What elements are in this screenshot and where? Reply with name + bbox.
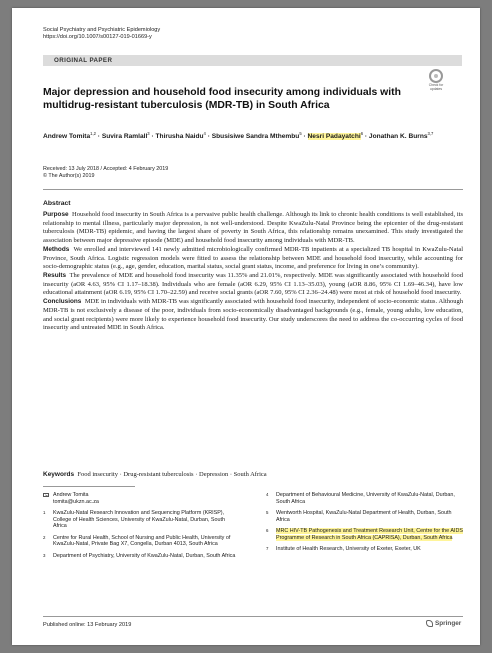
check-for-updates-label: Check for updates bbox=[428, 83, 444, 91]
corresponding-author bbox=[43, 492, 238, 505]
affiliation-item: 2 Centre for Rural Health, School of Nursing and Public Health, University of KwaZulu-Natal, Private Bag X7, Congella, Durban 4013, South Africa bbox=[43, 534, 231, 548]
affiliation-item-highlighted: 6 MRC HIV-TB Pathogenesis and Treatment Research Unit, Centre for the AIDS Programme of Research in South Africa (CAPRISA), Durban, South Africa bbox=[266, 528, 463, 541]
author[interactable]: Thirusha Naidu$^4$ bbox=[155, 130, 206, 140]
author-separator: · bbox=[205, 133, 212, 140]
publisher-logo bbox=[426, 620, 461, 627]
author[interactable]: Jonathan K. Burns$^{3,7}$ bbox=[368, 130, 434, 140]
author-separator: · bbox=[149, 133, 156, 140]
check-for-updates-badge[interactable] bbox=[425, 69, 447, 92]
check-for-updates-icon bbox=[429, 69, 443, 83]
abstract-methods: Methods We enrolled and interviewed 141 newly admitted microbiologically confirmed MDR-TB inpatients at a specialized TB hospital in KwaZulu-Natal Province, South Africa. Logistic regression models were fitted to assess the relationship between MDE and household food insecurity, while accounting for socio-demographic status (e.g., age, gender, education, marital status, social grant status, income, and preference for living in one’s community). bbox=[43, 245, 464, 271]
affiliation-item: 7 Institute of Health Research, University of Exeter, Exeter, UK bbox=[266, 546, 421, 552]
affiliation-item: 3 Department of Psychiatry, University of KwaZulu-Natal, Durban, South Africa bbox=[43, 552, 236, 559]
affiliations-left bbox=[43, 492, 238, 564]
keywords bbox=[43, 471, 463, 480]
corresponding-author-email[interactable]: tomita@ukzn.ac.za bbox=[53, 498, 99, 505]
author-separator: · bbox=[95, 133, 102, 140]
paper-page bbox=[12, 8, 480, 645]
affiliation-item: 4 Department of Behavioural Medicine, University of KwaZulu-Natal, Durban, South Africa bbox=[266, 492, 455, 505]
section-label: ORIGINAL PAPER bbox=[43, 55, 462, 66]
abstract-conclusions: Conclusions MDE in individuals with MDR-TB was significantly associated with household food insecurity, independent of socio-economic status. Although MDR-TB is not exclusively a disease of the poor, individuals from socio-economically disadvantaged backgrounds (e.g., female, young adults, low education, and social grant recipients) were more likely to experience household food insecurity. Our study underscores the need to address the co-occurring cycles of food insecurity and untreated MDE in South Africa. bbox=[43, 298, 464, 332]
copyright-notice: © The Author(s) 2019 bbox=[43, 173, 95, 180]
mail-icon bbox=[43, 493, 49, 497]
keywords-list: Food insecurity · Drug-resistant tuberculosis · Depression · South Africa bbox=[77, 471, 267, 478]
doi-link[interactable]: https://doi.org/10.1007/s00127-019-01669-y bbox=[43, 34, 152, 41]
abstract-results: Results The prevalence of MDE and household food insecurity was 11.35% and 21.01%, respectively. MDE was significantly associated with household food insecurity (aOR 4.63, 95% CI 1.17–18.38). Individuals who are female (aOR 6.29, 95% CI 1.13–35.03), young (aOR 8.86, 95% CI 1.69–46.34), have low educational attainment (aOR 6.19, 95% CI 1.70–22.59) and receive social grants (aOR 7.60, 95% CI 2.36–24.48) were most at risk of household food insecurity. bbox=[43, 272, 463, 297]
affiliations-right bbox=[266, 492, 466, 557]
publisher-name: Springer bbox=[435, 620, 462, 628]
article-dates bbox=[43, 166, 168, 180]
author-list bbox=[43, 132, 453, 142]
journal-name: Social Psychiatry and Psychiatric Epidemiology bbox=[43, 27, 161, 33]
abstract-body bbox=[43, 211, 463, 333]
author[interactable]: Andrew Tomita$^{1,2}$ bbox=[43, 130, 96, 140]
corresponding-author-name: Andrew Tomita bbox=[53, 492, 89, 498]
published-date: Published online: 13 February 2019 bbox=[43, 622, 132, 628]
footer-divider bbox=[43, 616, 463, 617]
footnote-divider bbox=[43, 486, 135, 487]
author-separator: · bbox=[363, 133, 369, 140]
article-title: Major depression and household food insecurity among individuals with multidrug-resistant tuberculosis (MDR-TB) in South Africa bbox=[43, 87, 401, 111]
author-separator: · bbox=[301, 133, 308, 140]
author[interactable]: Suvira Ramlall$^3$ bbox=[101, 130, 150, 140]
affiliation-item: 1 KwaZulu-Natal Research Innovation and Sequencing Platform (KRISP), College of Health Sciences, University of KwaZulu-Natal, Durban, South Africa bbox=[43, 510, 225, 530]
author[interactable]: Sbusisiwe Sandra Mthembu$^5$ bbox=[211, 130, 302, 140]
abstract-purpose: Purpose Household food insecurity in South Africa is a pervasive public health challenge. Although its link to chronic health conditions is well established, its relationship to mental illness, particularly major depression, is not well-understood. Despite KwaZulu-Natal Province being the epicenter of the drug-resistant tuberculosis (MDR-TB) epidemic, and having the largest share of poverty in South Africa, this relationship remains unexamined. This study investigated the association between major depressive episode (MDE) and household food insecurity among individuals with MDR-TB. bbox=[43, 211, 463, 245]
affiliation-item: 5 Wentworth Hospital, KwaZulu-Natal Department of Health, Durban, South Africa bbox=[266, 510, 452, 523]
journal-header bbox=[43, 27, 160, 42]
divider bbox=[43, 189, 463, 190]
received-accepted-dates: Received: 13 July 2018 / Accepted: 4 February 2019 bbox=[43, 166, 169, 172]
springer-horse-icon bbox=[426, 620, 433, 627]
keywords-label: Keywords bbox=[43, 471, 75, 478]
author[interactable]: Nesri Padayatchi$^6$ bbox=[307, 130, 364, 140]
abstract-heading: Abstract bbox=[43, 200, 71, 207]
